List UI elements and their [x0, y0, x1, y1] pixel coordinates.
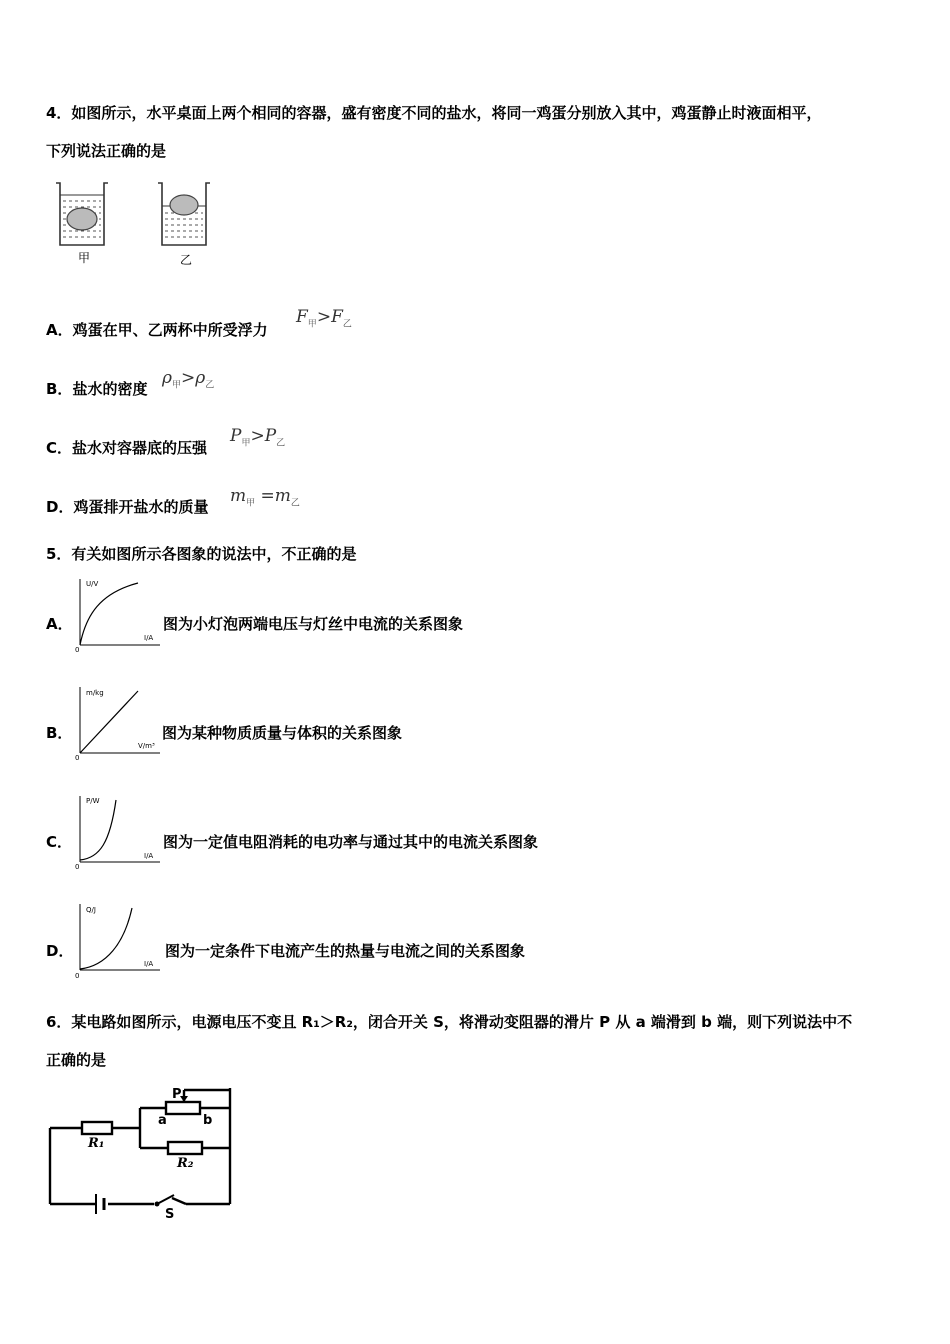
- graph-a-x-label: I/A: [144, 634, 154, 642]
- circuit-label-b: b: [203, 1113, 213, 1128]
- q5-option-d-text: 图为一定条件下电流产生的热量与电流之间的关系图象: [165, 942, 526, 960]
- q4-option-a: [46, 320, 268, 340]
- q4-option-b-formula: $\rho_甲>\rho_乙$: [162, 368, 215, 391]
- switch-arm: [157, 1195, 174, 1204]
- beaker-label-yi: 乙: [180, 253, 193, 267]
- r1-resistor: [82, 1122, 112, 1134]
- q6-stem-line1: 6．某电路如图所示，电源电压不变且 R₁＞R₂，闭合开关 S，将滑动变阻器的滑片 P 从 a 端滑到 b 端，则下列说法中不: [46, 1013, 853, 1031]
- graph-c-y-label: P/W: [86, 797, 100, 805]
- graph-d-x-label: I/A: [144, 960, 154, 968]
- circuit-diagram: [44, 1082, 244, 1222]
- option-letter: C．: [46, 439, 73, 457]
- q5-option-a-letter: A．: [46, 615, 73, 633]
- q4-option-c: [46, 438, 207, 458]
- graph-c-x-label: I/A: [144, 852, 154, 860]
- q5-option-c-letter: C．: [46, 833, 73, 851]
- graph-d-origin: 0: [75, 972, 80, 980]
- graph-c-origin: 0: [75, 863, 80, 871]
- option-letter: B．: [46, 380, 73, 398]
- q4-stem-line2: 下列说法正确的是: [46, 142, 167, 160]
- q4-option-a-formula: $F_甲>F_乙$: [296, 307, 352, 330]
- q6-stem-line2: 正确的是: [46, 1051, 107, 1069]
- r2-resistor: [168, 1142, 202, 1154]
- q5-option-d-letter: D．: [46, 942, 74, 960]
- q5-option-c-text: 图为一定值电阻消耗的电功率与通过其中的电流关系图象: [163, 833, 539, 851]
- circuit-label-r1: R₁: [88, 1136, 105, 1151]
- egg-jia: [67, 208, 97, 230]
- graph-b-y-label: m/kg: [86, 689, 104, 697]
- option-letter: D．: [46, 498, 74, 516]
- q5-option-b-letter: B．: [46, 724, 73, 742]
- circuit-label-p: P: [172, 1087, 182, 1102]
- beaker-label-jia: 甲: [78, 251, 91, 265]
- q5-stem: 5．有关如图所示各图象的说法中，不正确的是: [46, 545, 357, 563]
- graph-b-origin: 0: [75, 754, 80, 762]
- beaker-figure: [50, 175, 230, 270]
- option-text: 盐水对容器底的压强: [72, 439, 208, 457]
- graph-a-origin: 0: [75, 646, 80, 654]
- circuit-label-s: S: [165, 1207, 175, 1222]
- graph-a-y-label: U/V: [86, 580, 99, 588]
- graph-d-y-label: Q/J: [86, 906, 96, 914]
- graph-b-x-label: V/m³: [138, 742, 155, 750]
- circuit-label-r2: R₂: [177, 1156, 194, 1171]
- q4-option-d: [46, 497, 208, 517]
- q4-stem-line1: 4．如图所示，水平桌面上两个相同的容器，盛有密度不同的盐水，将同一鸡蛋分别放入其中，鸡蛋静止时液面相平，: [46, 104, 822, 122]
- q5-option-b-text: 图为某种物质质量与体积的关系图象: [162, 724, 403, 742]
- q4-option-b: [46, 379, 147, 399]
- q4-option-c-formula: $P_甲>P_乙$: [230, 426, 286, 449]
- option-text: 鸡蛋在甲、乙两杯中所受浮力: [72, 321, 268, 339]
- q4-option-d-formula: $m_甲 =m_乙$: [230, 486, 300, 509]
- option-text: 鸡蛋排开盐水的质量: [73, 498, 209, 516]
- q5-option-a-text: 图为小灯泡两端电压与灯丝中电流的关系图象: [163, 615, 464, 633]
- egg-yi: [170, 195, 198, 215]
- option-text: 盐水的密度: [72, 380, 148, 398]
- beaker-yi: [158, 183, 210, 245]
- circuit-label-a: a: [158, 1113, 167, 1128]
- option-letter: A．: [46, 321, 73, 339]
- beaker-jia: [56, 183, 108, 245]
